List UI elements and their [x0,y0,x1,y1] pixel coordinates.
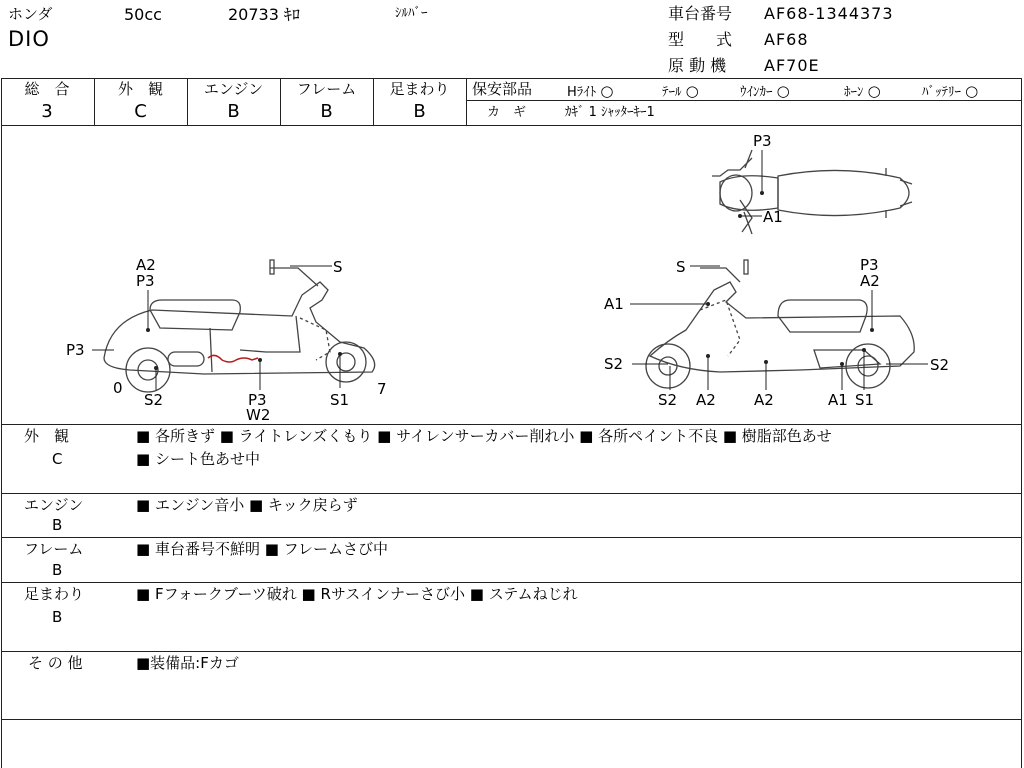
divider [1,78,1022,79]
label-s2: S2 [930,356,950,374]
divider [1,493,1022,494]
safety-item-headlight: Hﾗｲﾄ ○ [567,82,614,100]
note-suspension-grade: B [52,608,63,626]
divider [466,78,467,125]
note-exterior-text: ■ 各所きず ■ ライトレンズくもり ■ サイレンサーカバー削れ小 ■ 各所ペイント不良 ■ 樹脂部色あせ [136,427,832,445]
label-a1: A1 [604,295,624,313]
frame-grade: B [320,101,333,122]
maker: ホンダ [8,5,53,23]
label-p3: P3 [753,132,772,150]
note-engine-text: ■ エンジン音小 ■ キック戻らず [136,496,358,514]
model-name: DIO [8,27,50,51]
note-exterior-text: ■ シート色あせ中 [136,450,260,468]
label-s2: S2 [604,355,624,373]
safety-item-horn: ﾎｰﾝ ○ [844,82,881,100]
note-suspension-label: 足まわり [24,585,85,603]
displacement: 50cc [124,5,162,24]
label-s2: S2 [658,391,678,409]
suspension-grade: B [413,101,426,122]
damage-diagram [0,126,1022,424]
note-other-label: そ の 他 [28,654,83,672]
divider [1,582,1022,583]
note-frame-label: フレーム [24,540,84,558]
engine-model-label: 原 動 機 [668,56,727,75]
frame-label: フレーム [296,80,357,98]
label-a1: A1 [828,391,848,409]
safety-item-winker: ｳｲﾝｶｰ ○ [740,82,790,100]
label-a2: A2 [860,272,880,290]
divider [466,100,1022,101]
color: ｼﾙﾊﾞｰ [395,6,428,21]
key-label: カ ギ [487,105,527,120]
engine-model: AF70E [764,56,820,75]
suspension-label: 足まわり [389,80,450,98]
engine-grade: B [227,101,240,122]
label-seven: 7 [377,380,387,398]
divider [1,424,1022,425]
note-engine-label: エンジン [24,496,84,514]
label-s: S [333,258,343,276]
overall-grade: 3 [41,101,53,122]
divider [1,719,1022,720]
label-p3: P3 [136,272,155,290]
label-a2: A2 [136,256,156,274]
engine-label: エンジン [203,80,264,98]
label-s2: S2 [144,391,164,409]
note-exterior-grade: C [52,450,63,468]
label-w2: W2 [246,406,271,424]
exterior-grade: C [134,101,147,122]
frame-number-label: 車台番号 [668,4,733,23]
note-suspension-text: ■ Fフォークブーツ破れ ■ Rサスインナーさび小 ■ ステムねじれ [136,585,578,603]
divider [1,537,1022,538]
divider [1,651,1022,652]
safety-item-battery: ﾊﾞｯﾃﾘｰ ○ [922,82,979,100]
key-value: ｶｷﾞ 1 ｼｬｯﾀｰｷｰ1 [565,105,655,120]
label-a2: A2 [696,391,716,409]
label-a2: A2 [754,391,774,409]
label-p3: P3 [248,391,267,409]
label-p3: P3 [66,341,85,359]
label-zero: 0 [113,379,123,397]
note-engine-grade: B [52,516,63,534]
label-s1: S1 [330,391,350,409]
label-a1: A1 [763,208,783,226]
overall-label: 総 合 [24,80,70,98]
safety-item-tail: ﾃｰﾙ ○ [662,82,699,100]
note-frame-text: ■ 車台番号不鮮明 ■ フレームさび中 [136,540,389,558]
note-other-text: ■装備品:Fカゴ [136,654,239,672]
label-s: S [676,258,686,276]
note-frame-grade: B [52,561,63,579]
exterior-label: 外 観 [117,80,163,98]
label-s1: S1 [855,391,875,409]
label-p3: P3 [860,256,879,274]
mileage: 20733 ｷﾛ [228,5,300,24]
note-exterior-label: 外 観 [24,427,70,445]
scooter-top-view [712,150,912,234]
type-label: 型 式 [668,30,733,49]
type-value: AF68 [764,30,809,49]
safety-label: 保安部品 [472,80,533,98]
frame-number: AF68-1344373 [764,4,894,23]
